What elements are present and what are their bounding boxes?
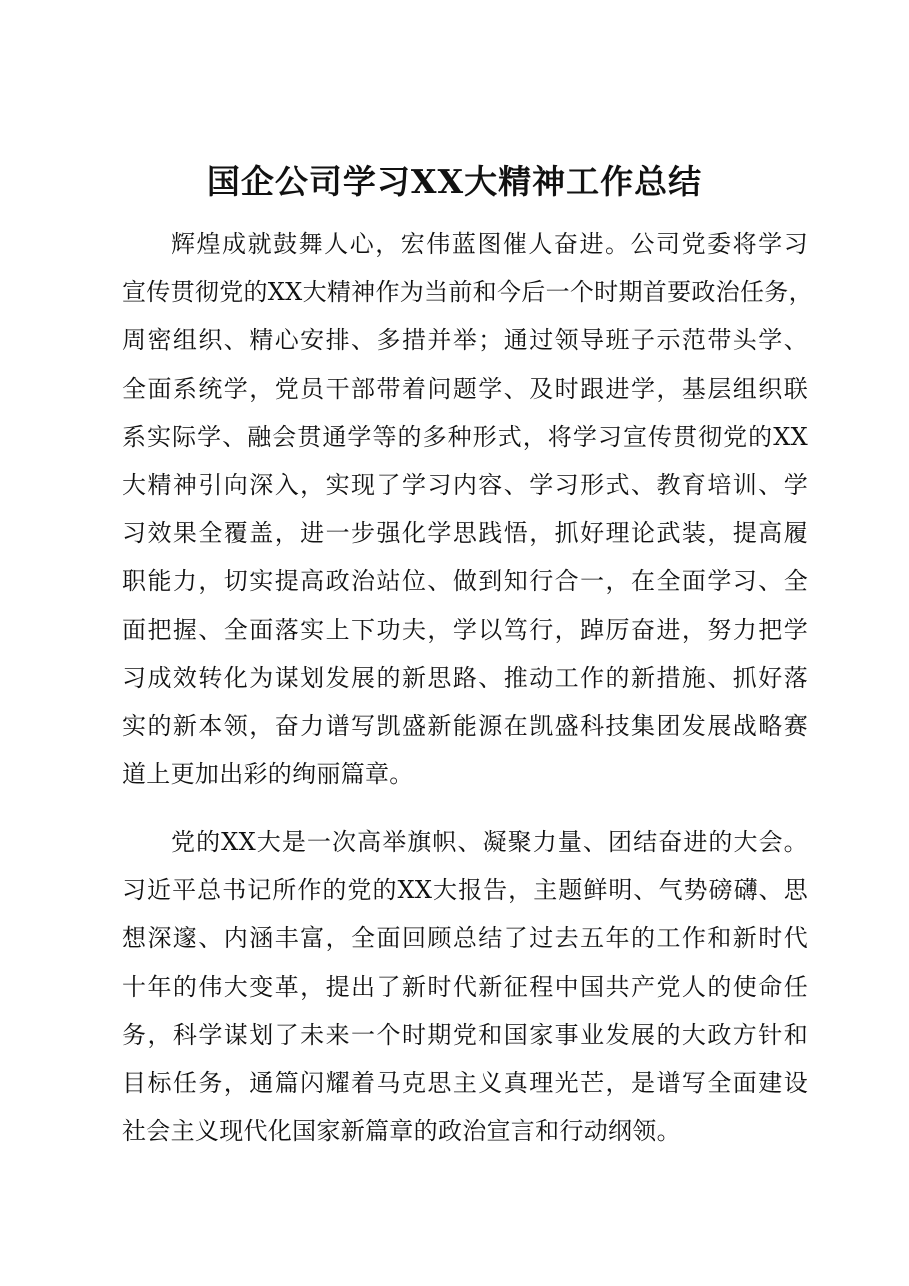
paragraph-line: 大精神引向深入，实现了学习内容、学习形式、教育培训、学 xyxy=(122,470,808,499)
paragraph-line: 辉煌成就鼓舞人心，宏伟蓝图催人奋进。公司党委将学习 xyxy=(171,230,808,258)
paragraph-line: 职能力，切实提高政治站位、做到知行合一，在全面学习、全 xyxy=(122,567,808,596)
paragraph-line: 想深邃、内涵丰富，全面回顾总结了过去五年的工作和新时代 xyxy=(122,924,808,953)
paragraph-line: 道上更加出彩的绚丽篇章。 xyxy=(122,760,414,789)
document-title: 国企公司学习XX大精神工作总结 xyxy=(206,162,703,201)
paragraph-line: 习成效转化为谋划发展的新思路、推动工作的新措施、抓好落 xyxy=(122,663,808,692)
paragraph-line: 社会主义现代化国家新篇章的政治宣言和行动纲领。 xyxy=(122,1117,681,1146)
paragraph-line: 全面系统学，党员干部带着问题学、及时跟进学，基层组织联 xyxy=(122,374,808,403)
paragraph-line: 面把握、全面落实上下功夫，学以笃行，踔厉奋进，努力把学 xyxy=(122,615,808,644)
paragraph-line: 实的新本领，奋力谱写凯盛新能源在凯盛科技集团发展战略赛 xyxy=(122,711,808,740)
paragraph-line: 宣传贯彻党的XX大精神作为当前和今后一个时期首要政治任务， xyxy=(122,278,813,307)
paragraph-line: 务，科学谋划了未来一个时期党和国家事业发展的大政方针和 xyxy=(122,1020,808,1049)
paragraph-line: 周密组织、精心安排、多措并举；通过领导班子示范带头学、 xyxy=(122,326,808,355)
paragraph-1 xyxy=(122,220,813,798)
paragraph-2 xyxy=(122,818,808,1155)
paragraph-line: 目标任务，通篇闪耀着马克思主义真理光芒，是谱写全面建设 xyxy=(122,1068,808,1097)
paragraph-line: 十年的伟大变革，提出了新时代新征程中国共产党人的使命任 xyxy=(122,972,808,1001)
paragraph-line: 习效果全覆盖，进一步强化学思践悟，抓好理论武装，提高履 xyxy=(122,519,808,548)
paragraph-line: 党的XX大是一次高举旗帜、凝聚力量、团结奋进的大会。 xyxy=(171,828,808,856)
paragraph-line: 习近平总书记所作的党的XX大报告，主题鲜明、气势磅礴、思 xyxy=(122,876,808,905)
paragraph-line: 系实际学、融会贯通学等的多种形式，将学习宣传贯彻党的XX xyxy=(122,422,808,451)
